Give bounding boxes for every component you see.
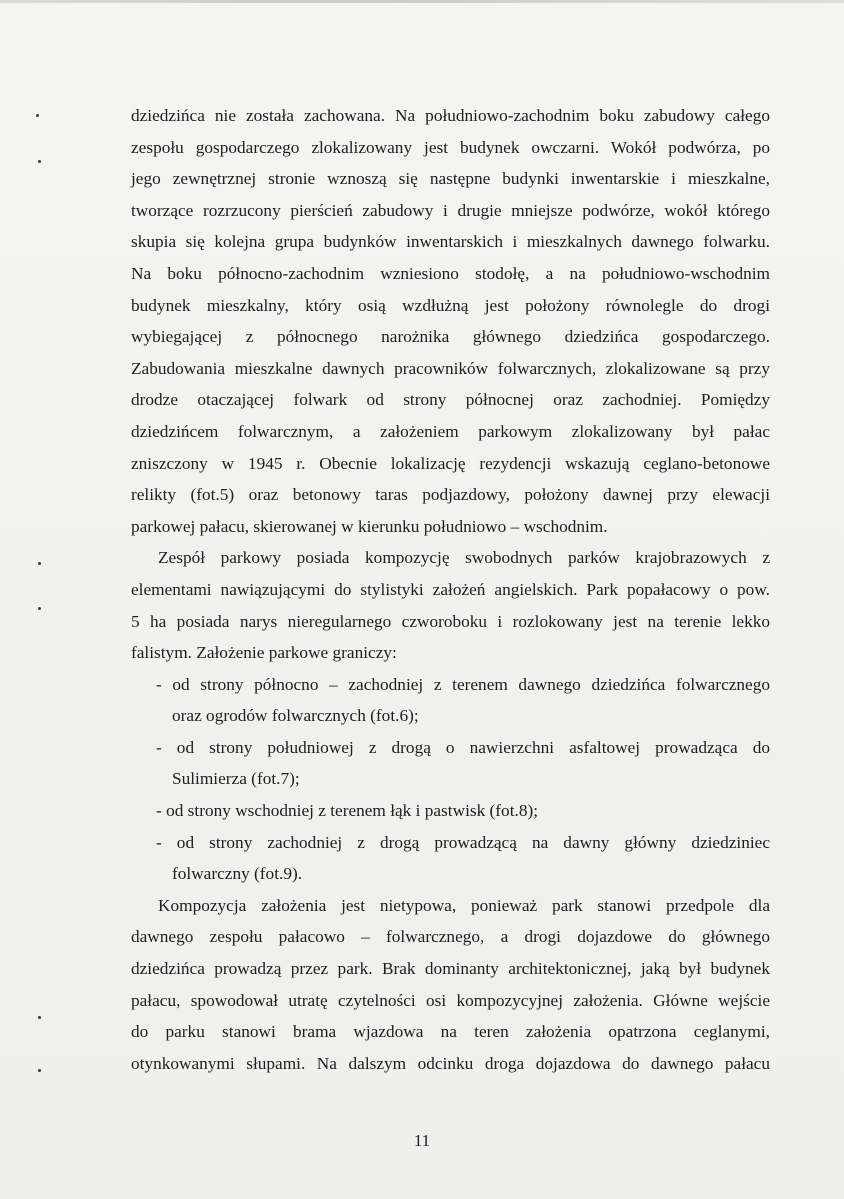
list-item-line: - od strony zachodniej z drogą prowadzącą na dawny główny dziedziniec [156, 832, 770, 852]
list-item [131, 827, 770, 890]
paragraph-1 [131, 100, 770, 542]
scan-speck [38, 562, 41, 565]
text-line: budynek mieszkalny, który osią wzdłużną jest położony równolegle do drogi [131, 295, 770, 315]
scan-speck [36, 114, 39, 117]
list-item [131, 795, 770, 827]
list-item [131, 732, 770, 795]
list-item-line: - od strony północno – zachodniej z terenem dawnego dziedzińca folwarcznego [156, 674, 770, 694]
text-line: dziedzińca prowadzą przez park. Brak dominanty architektonicznej, jaką był budynek [131, 959, 770, 979]
text-line: pałacu, spowodował utratę czytelności osi kompozycyjnej założenia. Główne wejście [131, 990, 770, 1010]
text-line: zespołu gospodarczego zlokalizowany jest budynek owczarni. Wokół podwórza, po [131, 137, 770, 157]
list-item [131, 669, 770, 732]
text-line: Zespół parkowy posiada kompozycję swobodnych parków krajobrazowych z [158, 548, 770, 568]
body-text [131, 100, 770, 1079]
list-item-line: Sulimierza (fot.7); [172, 769, 300, 789]
text-line: relikty (fot.5) oraz betonowy taras podjazdowy, położony dawnej przy elewacji [131, 485, 770, 505]
text-line: Zabudowania mieszkalne dawnych pracowników folwarcznych, zlokalizowane są przy [131, 358, 770, 378]
scan-speck [38, 160, 41, 163]
text-line: dziedzińcem folwarcznym, a założeniem parkowym zlokalizowany był pałac [131, 421, 770, 441]
text-line: drodze otaczającej folwark od strony północnej oraz zachodniej. Pomiędzy [131, 390, 770, 410]
page-number: 11 [413, 1131, 431, 1150]
text-line: jego zewnętrznej stronie wznoszą się następne budynki inwentarskie i mieszkalne, [131, 169, 770, 189]
text-line: Na boku północno-zachodnim wzniesiono stodołę, a na południowo-wschodnim [131, 263, 770, 283]
text-line: Kompozycja założenia jest nietypowa, ponieważ park stanowi przedpole dla [158, 895, 770, 915]
text-line: 5 ha posiada narys nieregularnego czworoboku i rozlokowany jest na terenie lekko [131, 611, 770, 631]
scan-top-edge [0, 0, 844, 3]
text-line: falistym. Założenie parkowe graniczy: [131, 643, 397, 663]
text-line: otynkowanymi słupami. Na dalszym odcinku droga dojazdowa do dawnego pałacu [131, 1053, 770, 1073]
text-line: do parku stanowi brama wjazdowa na teren założenia opatrzona ceglanymi, [131, 1022, 770, 1042]
paragraph-3 [131, 890, 770, 1080]
paragraph-2 [131, 542, 770, 668]
scan-speck [38, 1016, 41, 1019]
text-line: wybiegającej z północnego narożnika głównego dziedzińca gospodarczego. [131, 327, 770, 347]
scan-speck [38, 607, 41, 610]
scan-speck [38, 1069, 41, 1072]
text-line: dziedzińca nie została zachowana. Na południowo-zachodnim boku zabudowy całego [131, 106, 770, 125]
list-item-line: oraz ogrodów folwarcznych (fot.6); [172, 706, 419, 726]
text-line: elementami nawiązującymi do stylistyki założeń angielskich. Park popałacowy o pow. [131, 579, 770, 599]
text-line: skupia się kolejna grupa budynków inwentarskich i mieszkalnych dawnego folwarku. [131, 232, 770, 252]
text-line: parkowej pałacu, skierowanej w kierunku południowo – wschodnim. [131, 516, 608, 536]
text-line: dawnego zespołu pałacowo – folwarcznego, a drogi dojazdowe do głównego [131, 927, 770, 947]
boundary-list [131, 669, 770, 890]
text-line: zniszczony w 1945 r. Obecnie lokalizację rezydencji wskazują ceglano-betonowe [131, 453, 770, 473]
list-item-line: - od strony południowej z drogą o nawierzchni asfaltowej prowadząca do [156, 737, 770, 757]
list-item-line: - od strony wschodniej z terenem łąk i pastwisk (fot.8); [156, 801, 539, 821]
text-line: tworzące rozrzucony pierścień zabudowy i drugie mniejsze podwórze, wokół którego [131, 200, 770, 220]
list-item-line: folwarczny (fot.9). [172, 864, 303, 884]
